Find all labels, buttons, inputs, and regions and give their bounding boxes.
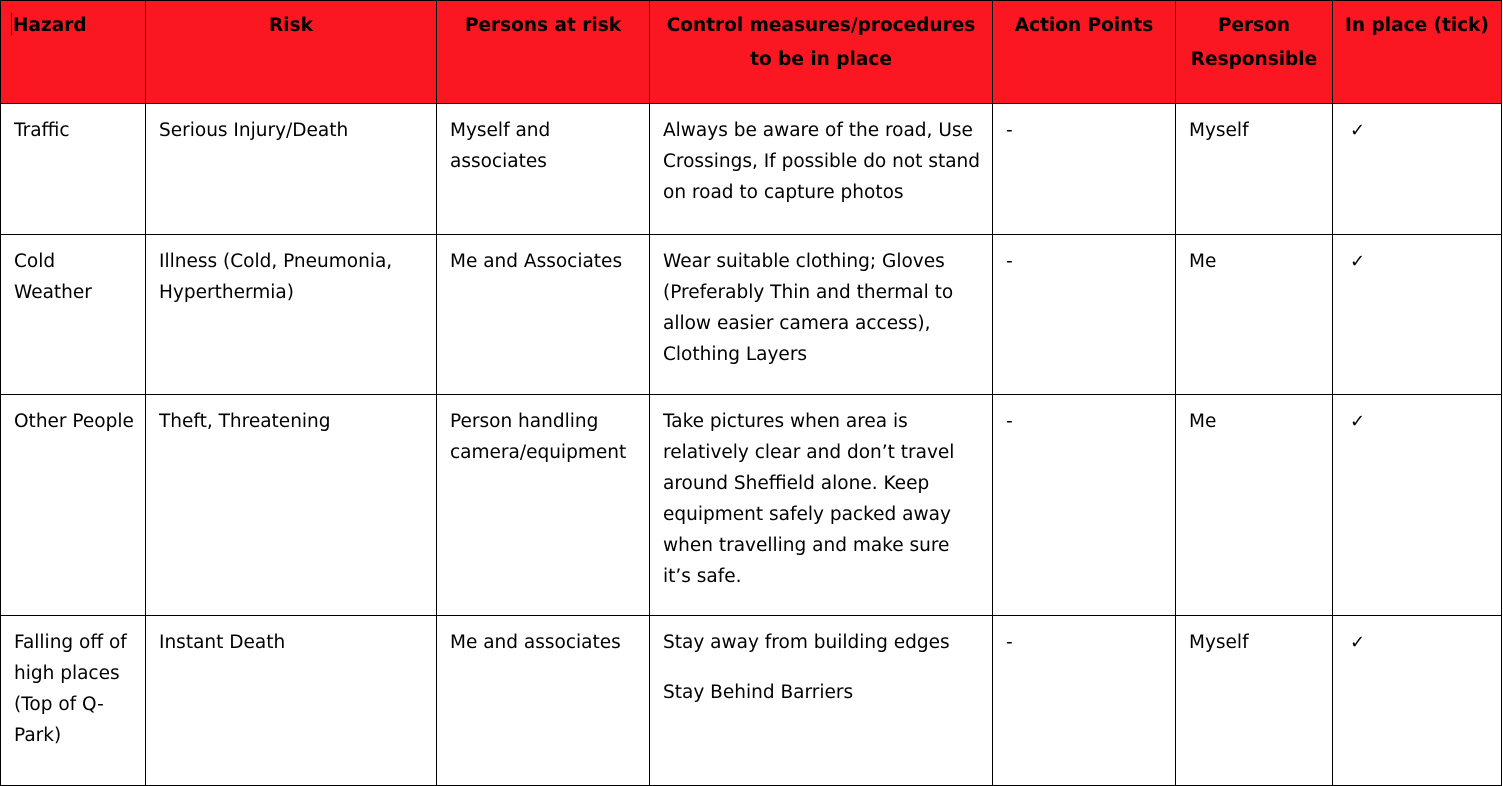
- risk-cell: Theft, Threatening: [146, 395, 437, 616]
- header-person-responsible: Person Responsible: [1176, 1, 1333, 104]
- risk-cell: Instant Death: [146, 616, 437, 786]
- responsible-cell: Myself: [1176, 104, 1333, 235]
- in-place-cell: [1333, 235, 1502, 395]
- header-control-measures: Control measures/procedures to be in place: [650, 1, 993, 104]
- table-row: [1, 395, 1502, 616]
- actions-cell: -: [993, 104, 1176, 235]
- responsible-cell: Me: [1176, 235, 1333, 395]
- control-cell: [650, 616, 993, 786]
- actions-cell: -: [993, 395, 1176, 616]
- persons-cell: Myself and associates: [437, 104, 650, 235]
- risk-cell: Serious Injury/Death: [146, 104, 437, 235]
- hazard-cell: Falling off of high places (Top of Q-Park): [1, 616, 146, 786]
- header-row: [1, 1, 1502, 104]
- in-place-cell: [1333, 395, 1502, 616]
- table-row: [1, 616, 1502, 786]
- control-line: Stay Behind Barriers: [663, 682, 854, 703]
- header-in-place: In place (tick): [1333, 1, 1502, 104]
- text-cursor: [11, 13, 12, 35]
- tick-mark: ✓: [1350, 251, 1366, 272]
- persons-cell: Me and associates: [437, 616, 650, 786]
- actions-cell: -: [993, 235, 1176, 395]
- hazard-cell: Traffic: [1, 104, 146, 235]
- header-hazard: Hazard: [1, 1, 146, 104]
- persons-cell: Person handling camera/equipment: [437, 395, 650, 616]
- header-risk: Risk: [146, 1, 437, 104]
- table-row: [1, 104, 1502, 235]
- control-cell: Take pictures when area is relatively clear and don’t travel around Sheffield alone. Keep equipment safely packed away when travelling and make sure it’s safe.: [650, 395, 993, 616]
- control-line: Stay away from building edges: [663, 632, 950, 653]
- responsible-cell: Me: [1176, 395, 1333, 616]
- control-cell: Always be aware of the road, Use Crossings, If possible do not stand on road to capture photos: [650, 104, 993, 235]
- in-place-cell: [1333, 104, 1502, 235]
- responsible-cell: Myself: [1176, 616, 1333, 786]
- header-action-points: Action Points: [993, 1, 1176, 104]
- persons-cell: Me and Associates: [437, 235, 650, 395]
- tick-mark: ✓: [1350, 120, 1366, 141]
- tick-mark: ✓: [1350, 632, 1366, 653]
- table-row: [1, 235, 1502, 395]
- hazard-cell: Other People: [1, 395, 146, 616]
- header-persons-at-risk: Persons at risk: [437, 1, 650, 104]
- hazard-cell: Cold Weather: [1, 235, 146, 395]
- control-cell: Wear suitable clothing; Gloves (Preferably Thin and thermal to allow easier camera access), Clothing Layers: [650, 235, 993, 395]
- in-place-cell: [1333, 616, 1502, 786]
- tick-mark: ✓: [1350, 411, 1366, 432]
- risk-cell: Illness (Cold, Pneumonia, Hyperthermia): [146, 235, 437, 395]
- actions-cell: -: [993, 616, 1176, 786]
